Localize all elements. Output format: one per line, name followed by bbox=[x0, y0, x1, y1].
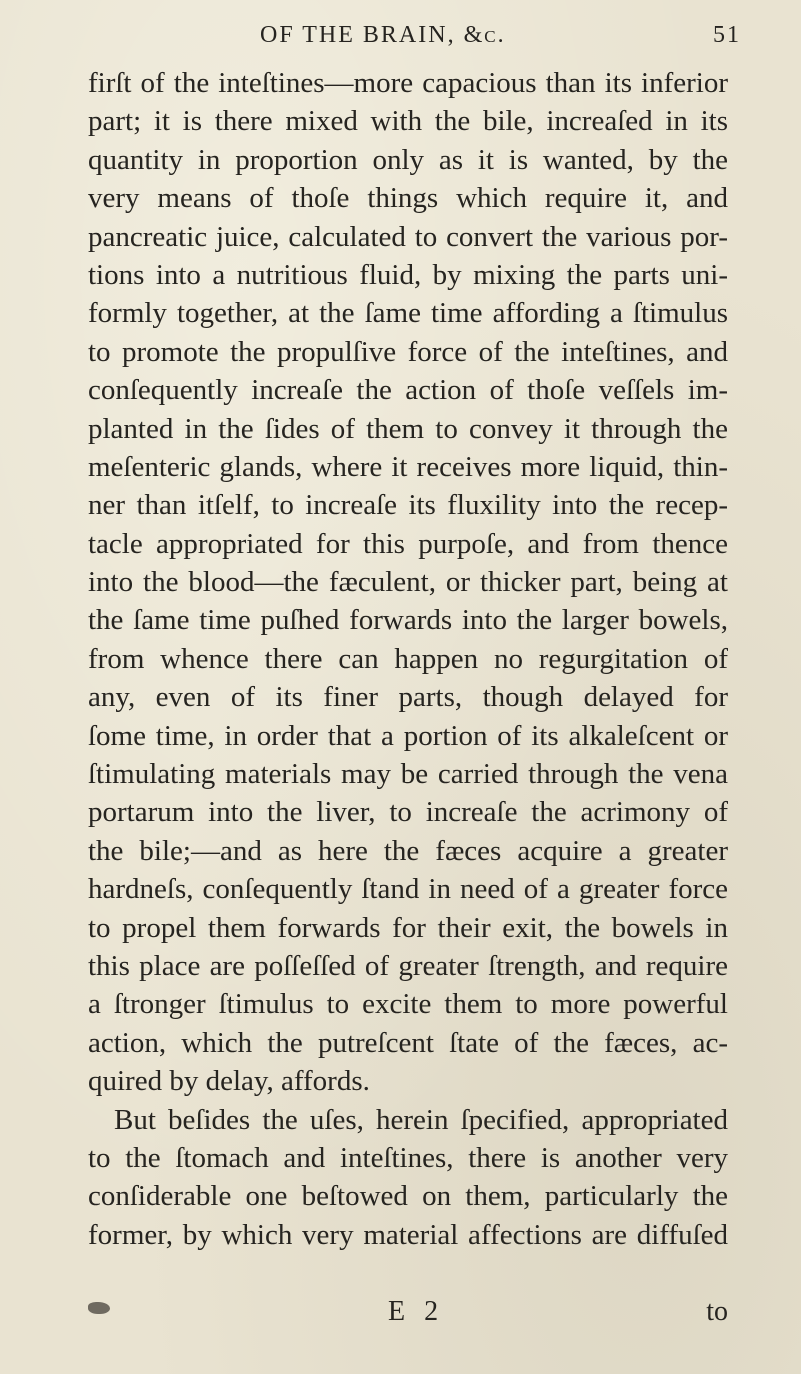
text-line: ſome time, in order that a portion of its alkaleſcent or bbox=[88, 719, 728, 752]
text-line: tacle appropriated for this purpoſe, and from thence bbox=[88, 527, 728, 560]
body-text bbox=[88, 64, 728, 1254]
text-line: hardneſs, conſequently ſtand in need of a greater force bbox=[88, 873, 728, 906]
text-line: firſt of the inteſtines—more capacious than its inferior bbox=[88, 67, 728, 99]
text-line: into the blood—the fæculent, or thicker part, being at bbox=[88, 566, 728, 599]
text-line: to promote the propulſive force of the inteſtines, and bbox=[88, 335, 728, 368]
text-line: quantity in proportion only as it is wanted, by the bbox=[88, 143, 728, 176]
text-line: part; it is there mixed with the bile, increaſed in its bbox=[88, 105, 728, 138]
text-line: formly together, at the ſame time affording a ſtimulus bbox=[88, 297, 728, 330]
text-line: planted in the ſides of them to convey it through the bbox=[88, 412, 728, 445]
text-line: tions into a nutritious fluid, by mixing the parts uni- bbox=[88, 258, 728, 291]
text-line: a ſtronger ſtimulus to excite them to more powerful bbox=[88, 988, 728, 1021]
text-line: to propel them forwards for their exit, the bowels in bbox=[88, 911, 728, 944]
text-line: any, even of its finer parts, though delayed for bbox=[88, 681, 728, 714]
signature-mark: E 2 bbox=[388, 1296, 445, 1327]
text-line: action, which the putreſcent ſtate of the fæces, ac- bbox=[88, 1026, 728, 1059]
text-line: very means of thoſe things which require it, and bbox=[88, 182, 728, 215]
page-number: 51 bbox=[713, 22, 741, 48]
text-line: conſiderable one beſtowed on them, particularly the bbox=[88, 1180, 728, 1213]
paragraph-end-line: quired by delay, affords. bbox=[88, 1065, 370, 1098]
running-title: OF THE BRAIN, &c. bbox=[260, 22, 506, 48]
text-line: from whence there can happen no regurgitation of bbox=[88, 642, 728, 675]
text-line: the bile;—and as here the fæces acquire a greater bbox=[88, 834, 728, 867]
text-line: former, by which very material affections are diffuſed bbox=[88, 1218, 728, 1251]
text-line: conſequently increaſe the action of thoſe veſſels im- bbox=[88, 374, 728, 407]
page-footer bbox=[88, 1296, 728, 1336]
text-line: ſtimulating materials may be carried through the vena bbox=[88, 758, 728, 791]
text-line: to the ſtomach and inteſtines, there is another very bbox=[88, 1141, 728, 1174]
text-line: this place are poſſeſſed of greater ſtrength, and require bbox=[88, 949, 728, 982]
catchword: to bbox=[706, 1296, 728, 1327]
paragraph-start-line: But beſides the uſes, herein ſpecified, appropriated bbox=[114, 1103, 728, 1136]
running-head bbox=[260, 22, 741, 58]
text-line: the ſame time puſhed forwards into the larger bowels, bbox=[88, 604, 728, 637]
text-line: meſenteric glands, where it receives more liquid, thin- bbox=[88, 450, 728, 483]
text-line: portarum into the liver, to increaſe the acrimony of bbox=[88, 796, 728, 829]
text-line: ner than itſelf, to increaſe its fluxility into the recep- bbox=[88, 489, 728, 522]
text-line: pancreatic juice, calculated to convert the various por- bbox=[88, 220, 728, 253]
